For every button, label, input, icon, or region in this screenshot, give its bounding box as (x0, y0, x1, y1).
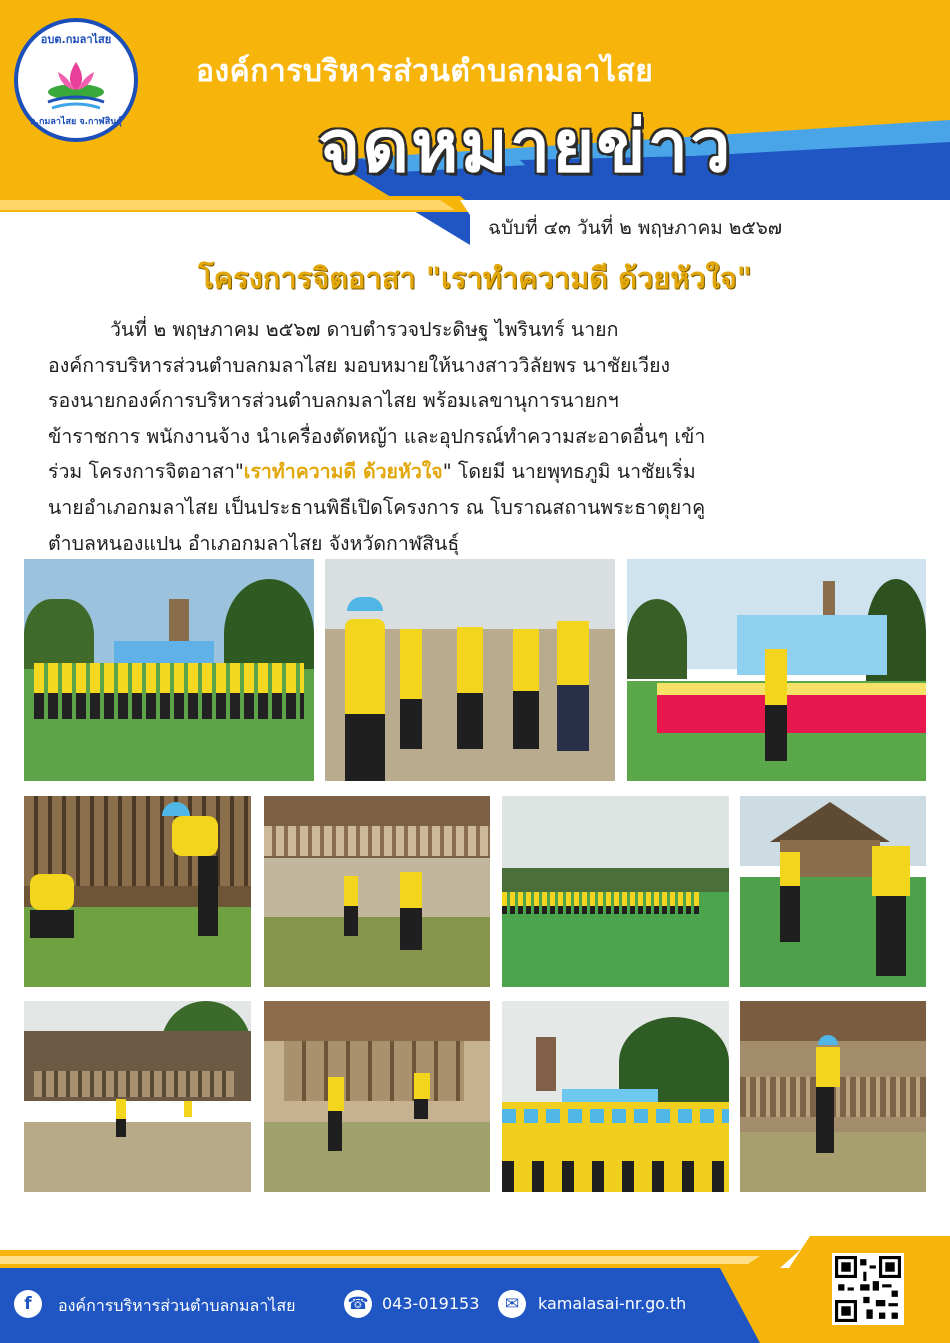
phone-number[interactable]: 043-019153 (382, 1294, 480, 1313)
article-line-6: นายอำเภอกมลาไสย เป็นประธานพิธีเปิดโครงการ ณ โบราณสถานพระธาตุยาคู (48, 495, 706, 519)
phone-icon[interactable]: ☎ (344, 1290, 372, 1318)
article-body (48, 312, 910, 561)
photo-sweeping-under-house (264, 1001, 490, 1192)
project-name-highlight: เราทำความดี ด้วยหัวใจ (243, 460, 443, 484)
photo-grass-cutting-hut (264, 796, 490, 987)
line5-prefix: ร่วม โครงการจิตอาสา" (48, 460, 244, 484)
qr-code-icon (835, 1256, 901, 1322)
issue-line: ฉบับที่ ๔๓ วันที่ ๒ พฤษภาคม ๒๕๖๗ (488, 217, 783, 239)
facebook-icon[interactable]: f (14, 1290, 42, 1318)
article-headline: โครงการจิตอาสา "เราทำความดี ด้วยหัวใจ" (198, 261, 752, 295)
photo-clearing-weeds (24, 796, 251, 987)
website-link[interactable]: kamalasai-nr.go.th (538, 1294, 687, 1313)
organization-logo (14, 18, 138, 142)
photo-officials-on-field (740, 796, 926, 987)
facebook-link[interactable]: องค์การบริหารส่วนตำบลกมลาไสย (58, 1296, 296, 1315)
article-line-2: องค์การบริหารส่วนตำบลกมลาไสย มอบหมายให้นางสาววิลัยพร นาชัยเวียง (48, 353, 671, 377)
logo-top-text: อบต.กมลาไสย (40, 33, 112, 46)
photo-opening-speech (627, 559, 926, 781)
article-line-7: ตำบลหนองแปน อำเภอกมลาไสย จังหวัดกาฬสินธุ์ (48, 531, 460, 555)
photo-sweeping-yard (740, 1001, 926, 1192)
logo-bottom-text: อ.กมลาไสย จ.กาฬสินธุ์ (30, 117, 122, 127)
email-icon[interactable]: ✉ (498, 1290, 526, 1318)
organization-name: องค์การบริหารส่วนตำบลกมลาไสย (196, 54, 654, 89)
article-line-4: ข้าราชการ พนักงานจ้าง นำเครื่องตัดหญ้า และอุปกรณ์ทำความสะอาดอื่นๆ เข้า (48, 424, 706, 448)
article-line-1: วันที่ ๒ พฤษภาคม ๒๕๖๗ ดาบตำรวจประดิษฐ ไพรินทร์ นายก (48, 318, 619, 341)
photo-group-lineup (24, 559, 314, 781)
photo-formation (502, 796, 729, 987)
line5-suffix: " โดยมี นายพุทธภูมิ นาชัยเริ่ม (442, 460, 696, 484)
photo-crowd-at-stupa (502, 1001, 729, 1192)
qr-code[interactable] (832, 1253, 904, 1325)
newsletter-title: จดหมายข่าว (318, 104, 733, 188)
article-line-5 (48, 454, 910, 490)
photo-officials-standing (325, 559, 615, 781)
photo-stilt-houses (24, 1001, 251, 1192)
article-line-3: รองนายกองค์การบริหารส่วนตำบลกมลาไสย พร้อมเลขานุการนายกฯ (48, 389, 619, 413)
